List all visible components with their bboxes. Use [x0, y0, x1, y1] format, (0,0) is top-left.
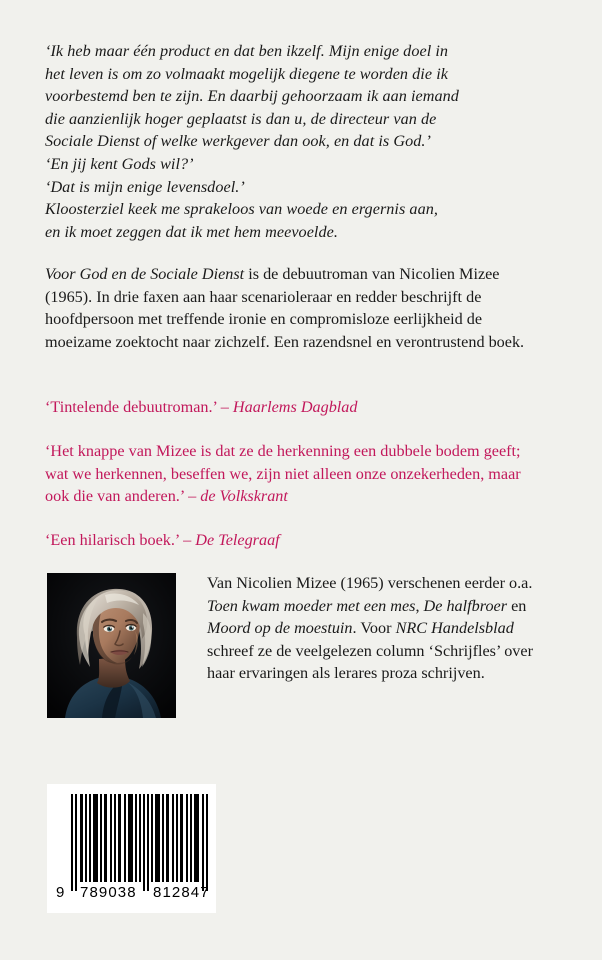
barcode-bars [55, 794, 208, 882]
barcode-left-group: 789038 [80, 884, 137, 901]
press-quote-text: ‘Tintelende debuutroman.’ – [45, 398, 233, 416]
opening-excerpt [45, 40, 545, 243]
excerpt-line: ‘Ik heb maar één product en dat ben ikzelf. Mijn enige doel in [45, 42, 449, 60]
press-quote-source: Haarlems Dagblad [232, 398, 358, 416]
excerpt-line: Kloosterziel keek me sprakeloos van woede en ergernis aan, [45, 200, 438, 219]
author-portrait-photo [47, 573, 176, 718]
blurb-body: is de debuutroman van Nicolien Mizee (1965). In drie faxen aan haar scenarioleraar en redder beschrijft de hoofdpersoon met treffende ironie en compromisloze eerlijkheid de moeizame zoektocht naar zichzelf. Een razendsnel en verontrustend boek. [45, 265, 525, 351]
bio-text: Van Nicolien Mizee (1965) verschenen eerder o.a. [207, 574, 533, 592]
barcode-digits [55, 883, 208, 903]
excerpt-line: het leven is om zo volmaakt mogelijk diegene te worden die ik [45, 64, 448, 83]
press-quote-text: ‘Het knappe van Mizee is dat ze de herkenning een dubbele bodem geeft; wat we herkennen, beseffen we, zijn niet alleen onze onzekerheden, maar ook die van anderen.’ – [45, 442, 521, 506]
bio-text: . Voor [352, 619, 396, 638]
excerpt-line: ‘Dat is mijn enige levensdoel.’ [45, 177, 245, 196]
excerpt-line: ‘En jij kent Gods wil?’ [45, 154, 194, 173]
barcode-lead-digit: 9 [56, 884, 65, 901]
bio-newspaper-title: NRC Handelsblad [395, 619, 514, 638]
excerpt-line: voorbestemd ben te zijn. En daarbij gehoorzaam ik aan iemand [45, 87, 459, 106]
author-bio [207, 572, 537, 685]
barcode-right-group: 812847 [153, 884, 210, 901]
excerpt-line: die aanzienlijk hoger geplaatst is dan u, de directeur van de [45, 109, 437, 128]
bio-text: en [507, 596, 527, 615]
excerpt-line: Sociale Dienst of welke werkgever dan ook, en dat is God.’ [45, 132, 431, 151]
excerpt-line: en ik moet zeggen dat ik met hem meevoelde. [45, 222, 338, 241]
isbn-barcode [47, 784, 216, 913]
press-quote-3 [45, 529, 525, 552]
bio-book-title: Toen kwam moeder met een mes [207, 596, 416, 615]
bio-text: schreef ze de veelgelezen column ‘Schrijfles’ over haar ervaringen als lerares proza schrijven. [207, 641, 533, 683]
book-blurb [45, 263, 525, 353]
press-quote-source: de Volkskrant [200, 487, 288, 506]
bio-text: , [415, 596, 424, 615]
press-quote-text: ‘Een hilarisch boek.’ – [45, 531, 196, 549]
bio-book-title: Moord op de moestuin [207, 619, 353, 638]
book-title: Voor God en de Sociale Dienst [45, 265, 245, 283]
press-quote-2 [45, 440, 530, 508]
bio-book-title: De halfbroer [423, 596, 508, 615]
press-quote-1 [45, 396, 525, 419]
press-quote-source: De Telegraaf [195, 531, 280, 549]
